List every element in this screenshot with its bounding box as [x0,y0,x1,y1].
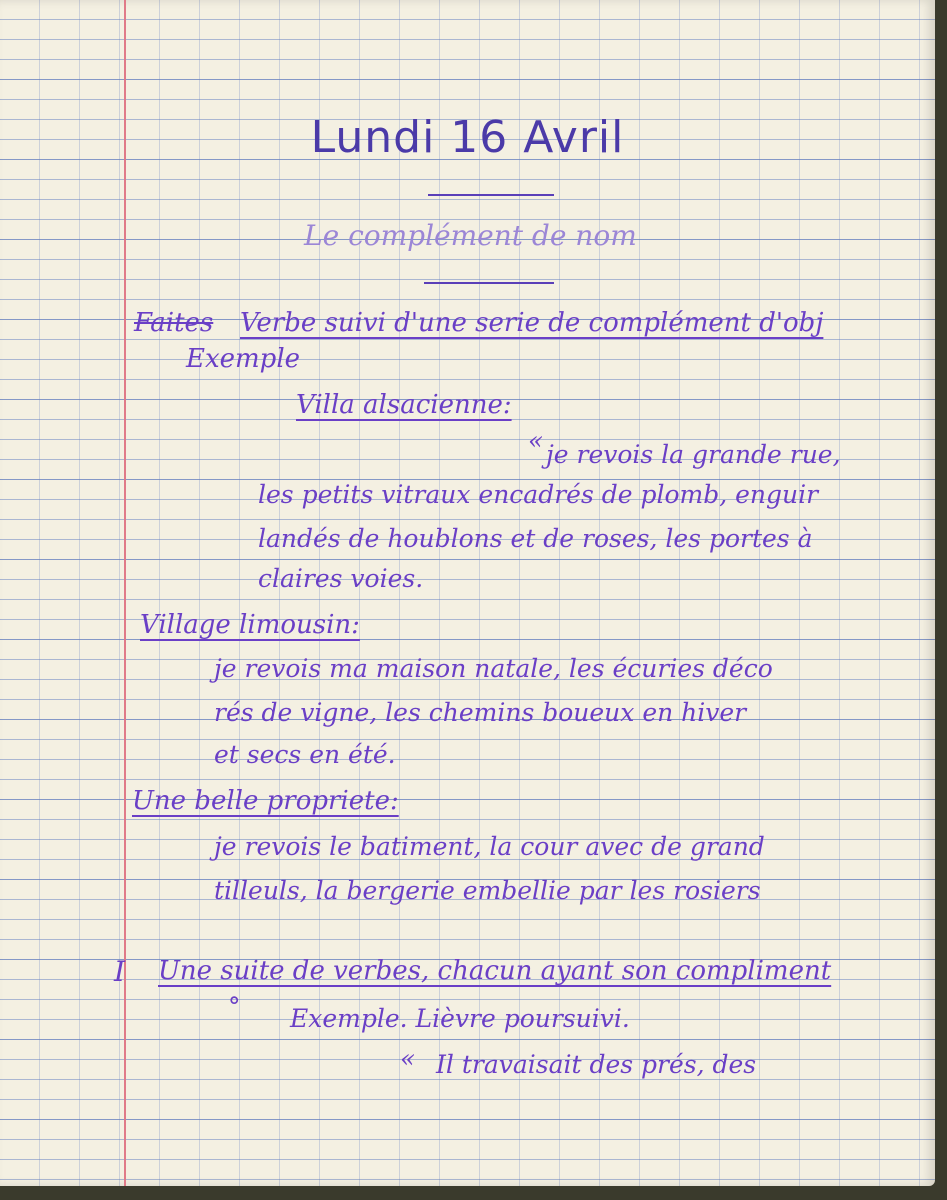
villa-heading: Villa alsacienne: [296,390,512,420]
text-line: et secs en été. [214,740,396,769]
section-marker: I [114,955,126,988]
section-heading: Une suite de verbes, chacun ayant son compliment [158,956,832,986]
example-label: Exemple [186,344,301,374]
open-quote: « [400,1044,416,1073]
text-line: Il travaisait des prés, des [436,1050,757,1079]
text-line: je revois le batiment, la cour avec de grand [214,832,765,861]
open-quote: « [528,426,544,455]
text-line: les petits vitraux encadrés de plomb, enguir [258,480,819,509]
title-rule-top [428,194,554,196]
page-title: Lundi 16 Avril [310,112,625,163]
margin-line [124,0,126,1186]
propriete-heading: Une belle propriete: [132,786,399,816]
sub-marker: ° [228,992,241,1021]
text-line: rés de vigne, les chemins boueux en hiver [214,698,747,727]
lesson-subtitle: Le complément de nom [304,219,637,252]
section-heading: Verbe suivi d'une serie de complément d'obj [240,308,824,338]
section-marker: Faites [134,308,214,338]
text-line: je revois ma maison natale, les écuries déco [214,654,773,683]
text-line: landés de houblons et de roses, les portes à [258,524,813,553]
text-line: je revois la grande rue, [546,440,841,469]
example-label: Exemple. Lièvre poursuivi. [290,1004,630,1033]
title-rule-bottom [424,282,554,284]
text-line: claires voies. [258,564,424,593]
text-line: tilleuls, la bergerie embellie par les rosiers [214,876,761,905]
village-heading: Village limousin: [140,610,360,640]
